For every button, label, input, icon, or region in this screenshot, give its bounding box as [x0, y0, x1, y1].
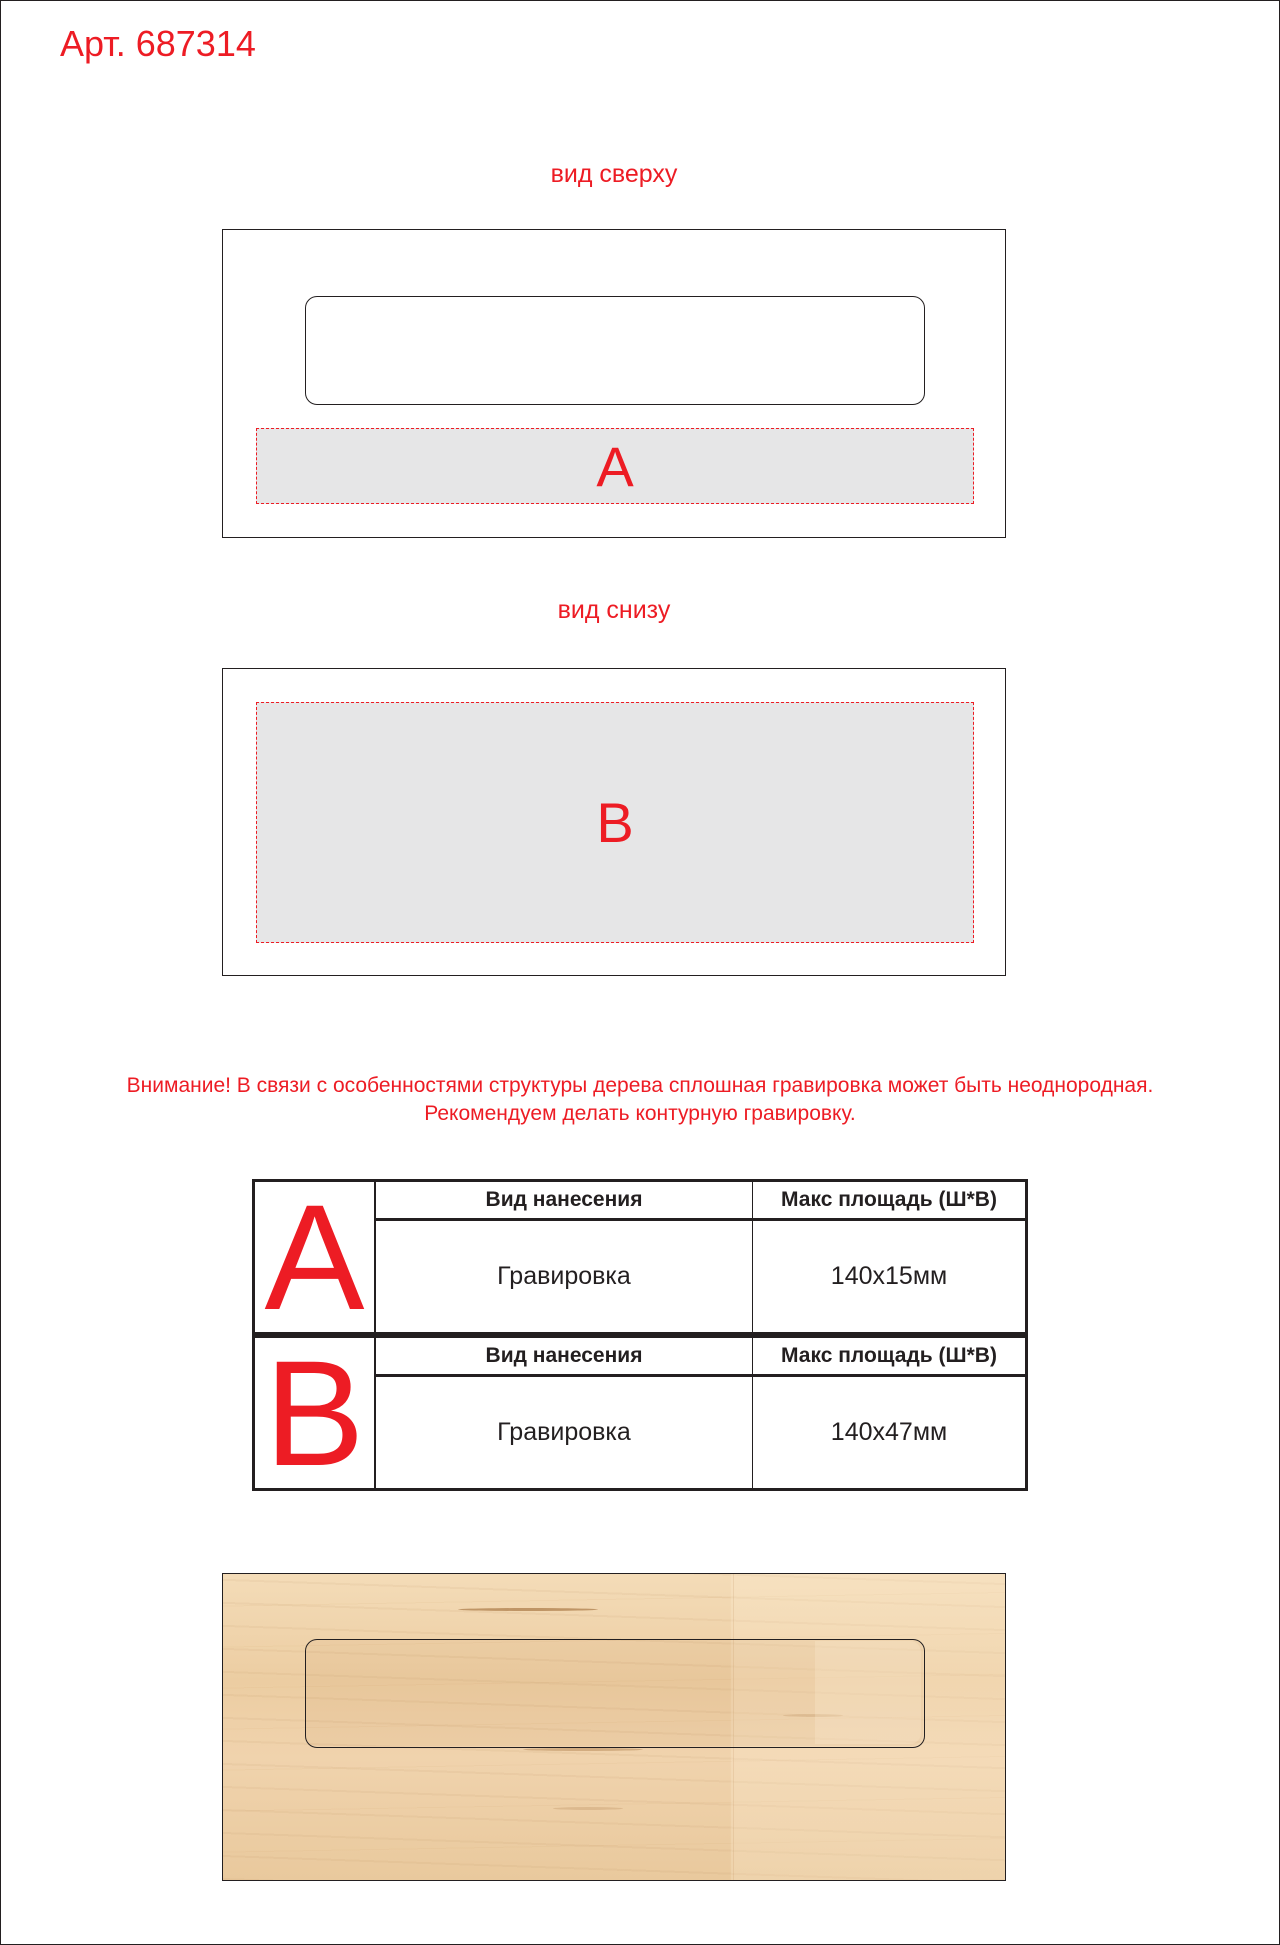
bottom-view-label: вид снизу — [557, 596, 671, 624]
notice-line-1: Внимание! В связи с особенностями структуры дерева сплошная гравировка может быть неоднородная. — [126, 1074, 1154, 1097]
engraving-notice — [0, 1072, 1280, 1128]
zone-b-letter: B — [596, 791, 634, 854]
spec-a-method-header: Вид нанесения — [375, 1181, 753, 1220]
top-view-label: вид сверху — [550, 160, 678, 188]
wood-grain-mark — [553, 1807, 623, 1810]
print-zone-a — [256, 428, 974, 504]
wood-product-render — [222, 1573, 1006, 1881]
spec-b-area-header: Макс площадь (Ш*В) — [753, 1337, 1027, 1376]
wood-grain-mark — [523, 1748, 643, 1751]
window-slot — [305, 296, 925, 405]
spec-b-method-header: Вид нанесения — [375, 1337, 753, 1376]
spec-a-area: 140x15мм — [753, 1220, 1027, 1334]
wood-grain-mark — [458, 1608, 598, 1611]
spec-a-area-header: Макс площадь (Ш*В) — [753, 1181, 1027, 1220]
article-number: Арт. 687314 — [60, 23, 256, 64]
spec-b-area: 140x47мм — [753, 1376, 1027, 1490]
bottom-view-diagram — [222, 668, 1006, 976]
spec-b-letter: B — [254, 1337, 376, 1490]
spec-a-method: Гравировка — [375, 1220, 753, 1334]
spec-b-method: Гравировка — [375, 1376, 753, 1490]
top-view-diagram — [222, 229, 1006, 538]
spec-table-a — [252, 1173, 1028, 1341]
notice-line-2: Рекомендуем делать контурную гравировку. — [424, 1102, 856, 1125]
wood-window-slot — [305, 1639, 925, 1748]
spec-table-b — [252, 1329, 1028, 1497]
zone-a-letter: A — [596, 434, 634, 498]
spec-a-letter: A — [254, 1181, 376, 1334]
print-zone-b — [256, 702, 974, 943]
